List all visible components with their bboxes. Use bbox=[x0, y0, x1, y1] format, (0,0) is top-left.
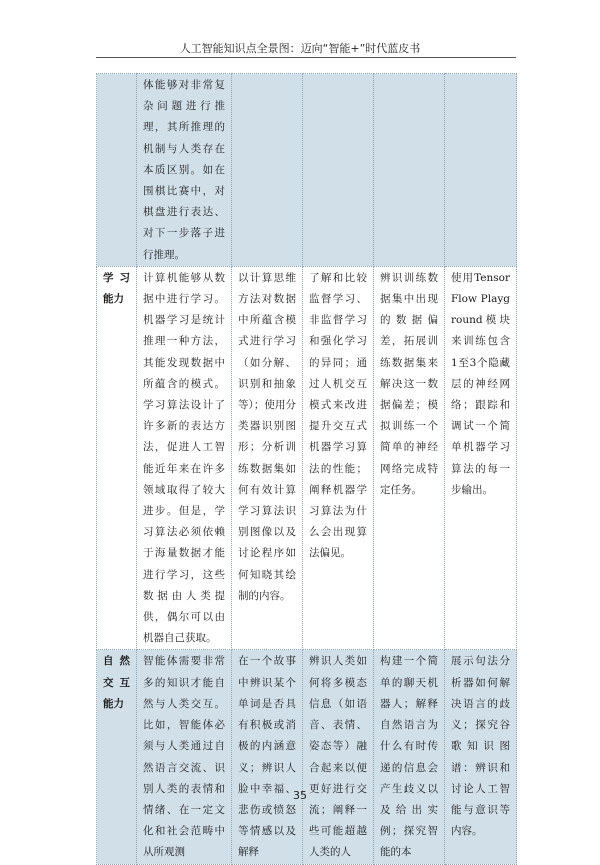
table-cell: 体能够对非常复杂问题进行推理，其所推理的机制与人类存在本质区别。如在围棋比赛中，对棋盘进行表达、对下一步落子进行推理。 bbox=[137, 74, 232, 267]
table-cell bbox=[303, 74, 374, 267]
table-cell: 计算机能够从数据中进行学习。机器学习是统计推理一种方法，其能发现数据中所蕴含的模式。学习算法设计了许多新的表达方法，促进人工智能近年来在许多领域取得了较大进步。但是，学习算法必须依赖于海量数据才能进行学习，这些数据由人类提供，偶尔可以由机器自己获取。 bbox=[137, 266, 232, 650]
row-label: 自然交互能力 bbox=[97, 650, 137, 864]
row-label bbox=[97, 74, 137, 267]
table-cell: 展示句法分析器如何解决语言的歧义；探究谷歌知识图谱：辨识和讨论人工智能与意识等内容。 bbox=[445, 650, 517, 864]
table-cell: 辨识人类如何将多模态信息（如语音、表情、姿态等）融合起来以便更好进行交流；阐释一些可能超越人类的人 bbox=[303, 650, 374, 864]
table-row-natural-interaction bbox=[97, 650, 517, 864]
table-cell bbox=[445, 74, 517, 267]
table-cell bbox=[232, 74, 303, 267]
table-cell bbox=[374, 74, 445, 267]
row-label: 学习能力 bbox=[97, 266, 137, 650]
table-cell: 使用TensorFlow Playground模块来训练包含1至3个隐藏层的神经网络；跟踪和调试一个简单机器学习算法的每一步输出。 bbox=[445, 266, 517, 650]
knowledge-table bbox=[96, 73, 517, 865]
table-row-reasoning-continued bbox=[97, 74, 517, 267]
table-row-learning bbox=[97, 266, 517, 650]
page-number: 35 bbox=[293, 789, 307, 802]
table-cell: 以计算思维方法对数据中所蕴含模式进行学习（如分解、识别和抽象等）；使用分类器识别图形；分析训练数据集如何有效计算学习算法识别图像以及讨论程序如何知晓其绘制的内容。 bbox=[232, 266, 303, 650]
header-divider bbox=[96, 57, 516, 58]
table-cell: 辨识训练数据集中出现的数据偏差，拓展训练数据集来解决这一数据偏差；模拟训练一个简单的神经网络完成特定任务。 bbox=[374, 266, 445, 650]
table-cell: 智能体需要非常多的知识才能自然与人类交互。比如，智能体必须与人类通过自然语言交流、识别人类的表情和情绪、在一定文化和社会范畴中从所观测 bbox=[137, 650, 232, 864]
table-cell: 构建一个简单的聊天机器人；解释自然语言为什么有时传递的信息会产生歧义以及给出实例；探究智能的本 bbox=[374, 650, 445, 864]
table-cell: 在一个故事中辨识某个单词是否具有积极或消极的内涵意义；辨识人脸中幸福、悲伤或愤怒等情感以及解释 bbox=[232, 650, 303, 864]
table-cell: 了解和比较监督学习、非监督学习和强化学习的异同；通过人机交互模式来改进提升交互式机器学习算法的性能；阐释机器学习算法为什么会出现算法偏见。 bbox=[303, 266, 374, 650]
page-header-title: 人工智能知识点全景图：迈向“智能+”时代蓝皮书 bbox=[179, 42, 421, 55]
